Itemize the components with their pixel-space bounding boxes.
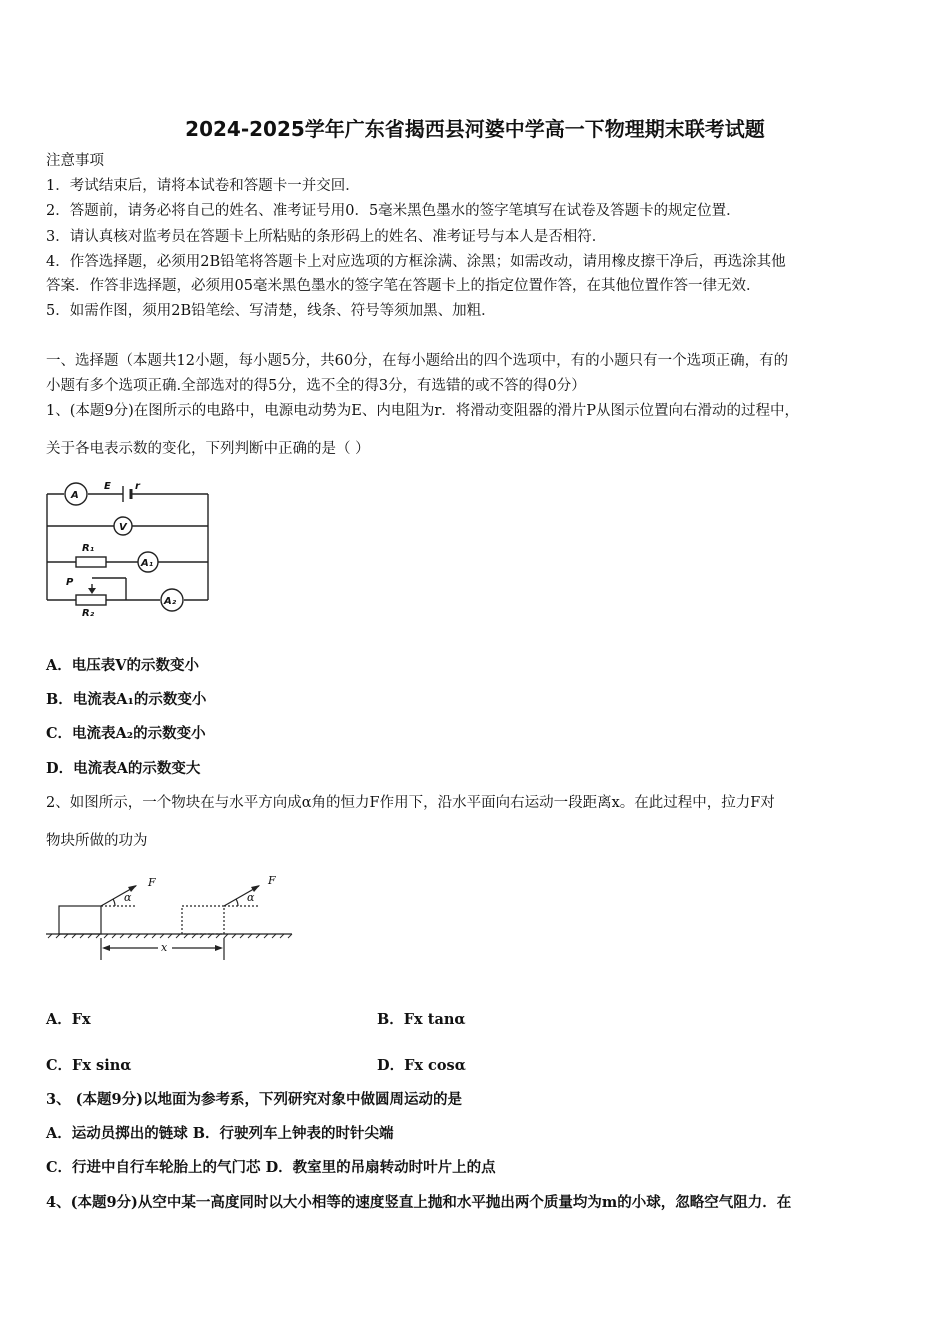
q2-option-d: D．Fx cosα: [377, 1057, 466, 1074]
q3-stem: 3、 (本题9分)以地面为参考系，下列研究对象中做圆周运动的是: [46, 1091, 462, 1108]
label-v: V: [119, 522, 127, 533]
q2-option-b: B．Fx tanα: [377, 1011, 466, 1028]
label-f1: F: [148, 876, 156, 889]
notice-item: 4．作答选择题，必须用2B铅笔将答题卡上对应选项的方框涂满、涂黑；如需改动，请用橡皮擦干净后，再选涂其他: [46, 254, 786, 270]
force-diagram: [40, 868, 300, 963]
q1-option-c: C．电流表A₂的示数变小: [46, 725, 206, 742]
notice-item: 3．请认真核对监考员在答题卡上所粘贴的条形码上的姓名、准考证号与本人是否相符．: [46, 229, 607, 245]
label-p: P: [66, 577, 74, 588]
q3-options-cd: C．行进中自行车轮胎上的气门芯 D．教室里的吊扇转动时叶片上的点: [46, 1159, 496, 1176]
label-alpha1: α: [124, 891, 132, 904]
notice-heading: 注意事项: [46, 153, 104, 169]
notice-item: 1．考试结束后，请将本试卷和答题卡一并交回．: [46, 178, 360, 194]
block-start: [59, 906, 101, 934]
label-r1: R₁: [82, 543, 95, 554]
notice-item: 2．答题前，请务必将自己的姓名、准考证号用0．5毫米黑色墨水的签字笔填写在试卷及答题卡的规定位置．: [46, 203, 741, 219]
q2-option-a: A．Fx: [46, 1011, 91, 1028]
resistor-r1: [76, 557, 106, 567]
label-alpha2: α: [247, 891, 255, 904]
label-f2: F: [268, 874, 276, 887]
section-heading: 一、选择题（本题共12小题，每小题5分，共60分，在每小题给出的四个选项中，有的小题只有一个选项正确，有的: [46, 353, 789, 369]
q4-stem: 4、(本题9分)从空中某一高度同时以大小相等的速度竖直上抛和水平抛出两个质量均为m的小球，忽略空气阻力．在: [46, 1194, 792, 1211]
rheostat-r2: [76, 595, 106, 605]
label-x: x: [161, 941, 168, 954]
block-end: [182, 906, 224, 934]
label-a1: A₁: [141, 558, 154, 569]
q1-option-d: D．电流表A的示数变大: [46, 760, 201, 777]
q2-option-c: C．Fx sinα: [46, 1057, 132, 1074]
notice-item: 5．如需作图，须用2B铅笔绘、写清楚，线条、符号等须加黑、加粗．: [46, 303, 496, 319]
label-e: E: [104, 481, 111, 492]
q1-option-a: A．电压表V的示数变小: [46, 657, 199, 674]
label-r2: R₂: [82, 608, 95, 618]
section-heading-cont: 小题有多个选项正确.全部选对的得5分，选不全的得3分，有选错的或不答的得0分）: [46, 378, 586, 394]
q1-stem: 1、(本题9分)在图所示的电路中，电源电动势为E、内电阻为r．将滑动变阻器的滑片P从图示位置向右滑动的过程中，: [46, 403, 800, 419]
circuit-diagram: [40, 478, 215, 618]
label-a2: A₂: [164, 596, 177, 607]
q2-stem: 2、如图所示，一个物块在与水平方向成α角的恒力F作用下，沿水平面向右运动一段距离x。在此过程中，拉力F对: [46, 795, 775, 811]
label-r: r: [135, 481, 140, 492]
q3-options-ab: A．运动员掷出的链球 B．行驶列车上钟表的时针尖端: [46, 1125, 394, 1142]
q1-stem-cont: 关于各电表示数的变化，下列判断中正确的是（ ）: [46, 441, 370, 457]
label-a: A: [71, 490, 79, 501]
page-title: 2024-2025学年广东省揭西县河婆中学高一下物理期末联考试题: [185, 117, 765, 141]
q2-stem-cont: 物块所做的功为: [46, 833, 148, 849]
q1-option-b: B．电流表A₁的示数变小: [46, 691, 207, 708]
slider-arrow-icon: [88, 588, 96, 594]
notice-item: 答案．作答非选择题，必须用05毫米黑色墨水的签字笔在答题卡上的指定位置作答，在其他位置作答一律无效．: [46, 278, 761, 294]
